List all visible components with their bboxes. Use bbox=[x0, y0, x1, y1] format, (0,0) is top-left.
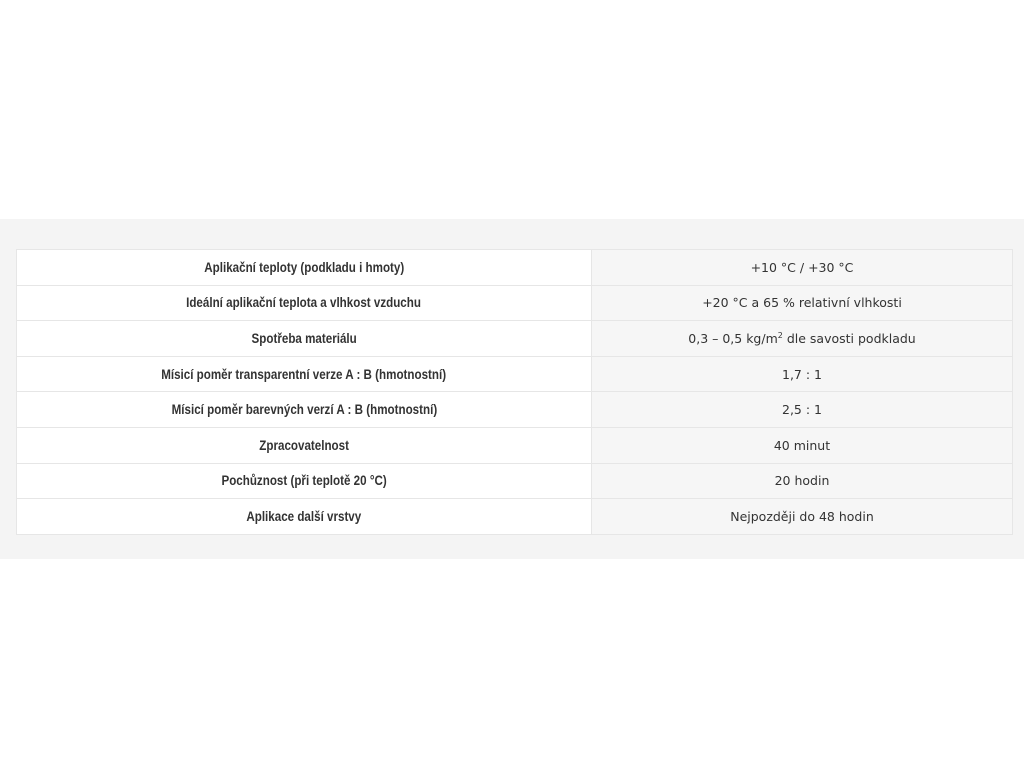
spec-label: Aplikační teploty (podkladu i hmoty) bbox=[17, 250, 592, 286]
spec-value: 40 minut bbox=[592, 427, 1013, 463]
spec-value-suffix: dle savosti podkladu bbox=[782, 330, 916, 346]
spec-label: Ideální aplikační teplota a vlhkost vzduchu bbox=[17, 285, 592, 321]
table-row bbox=[17, 250, 1013, 286]
spec-value: 2,5 : 1 bbox=[592, 392, 1013, 428]
spec-value: +10 °C / +30 °C bbox=[592, 250, 1013, 286]
table-row bbox=[17, 463, 1013, 499]
spec-label: Spotřeba materiálu bbox=[17, 321, 592, 357]
spec-value bbox=[592, 321, 1013, 357]
table-row bbox=[17, 427, 1013, 463]
table-row bbox=[17, 321, 1013, 357]
table-row bbox=[17, 392, 1013, 428]
spec-label: Mísicí poměr transparentní verze A : B (hmotnostní) bbox=[17, 356, 592, 392]
spec-value: 20 hodin bbox=[592, 463, 1013, 499]
spec-label: Zpracovatelnost bbox=[17, 427, 592, 463]
spec-label: Aplikace další vrstvy bbox=[17, 499, 592, 535]
table-row bbox=[17, 499, 1013, 535]
spec-value: +20 °C a 65 % relativní vlhkosti bbox=[592, 285, 1013, 321]
spec-value: 1,7 : 1 bbox=[592, 356, 1013, 392]
spec-label: Pochůznost (při teplotě 20 °C) bbox=[17, 463, 592, 499]
spec-value-superscript: 2 bbox=[777, 330, 783, 340]
specification-table bbox=[16, 249, 1013, 535]
table-row bbox=[17, 356, 1013, 392]
table-row bbox=[17, 285, 1013, 321]
spec-value-main: 0,3 – 0,5 kg/m bbox=[688, 330, 778, 346]
spec-label: Mísicí poměr barevných verzí A : B (hmotnostní) bbox=[17, 392, 592, 428]
spec-value: Nejpozději do 48 hodin bbox=[592, 499, 1013, 535]
